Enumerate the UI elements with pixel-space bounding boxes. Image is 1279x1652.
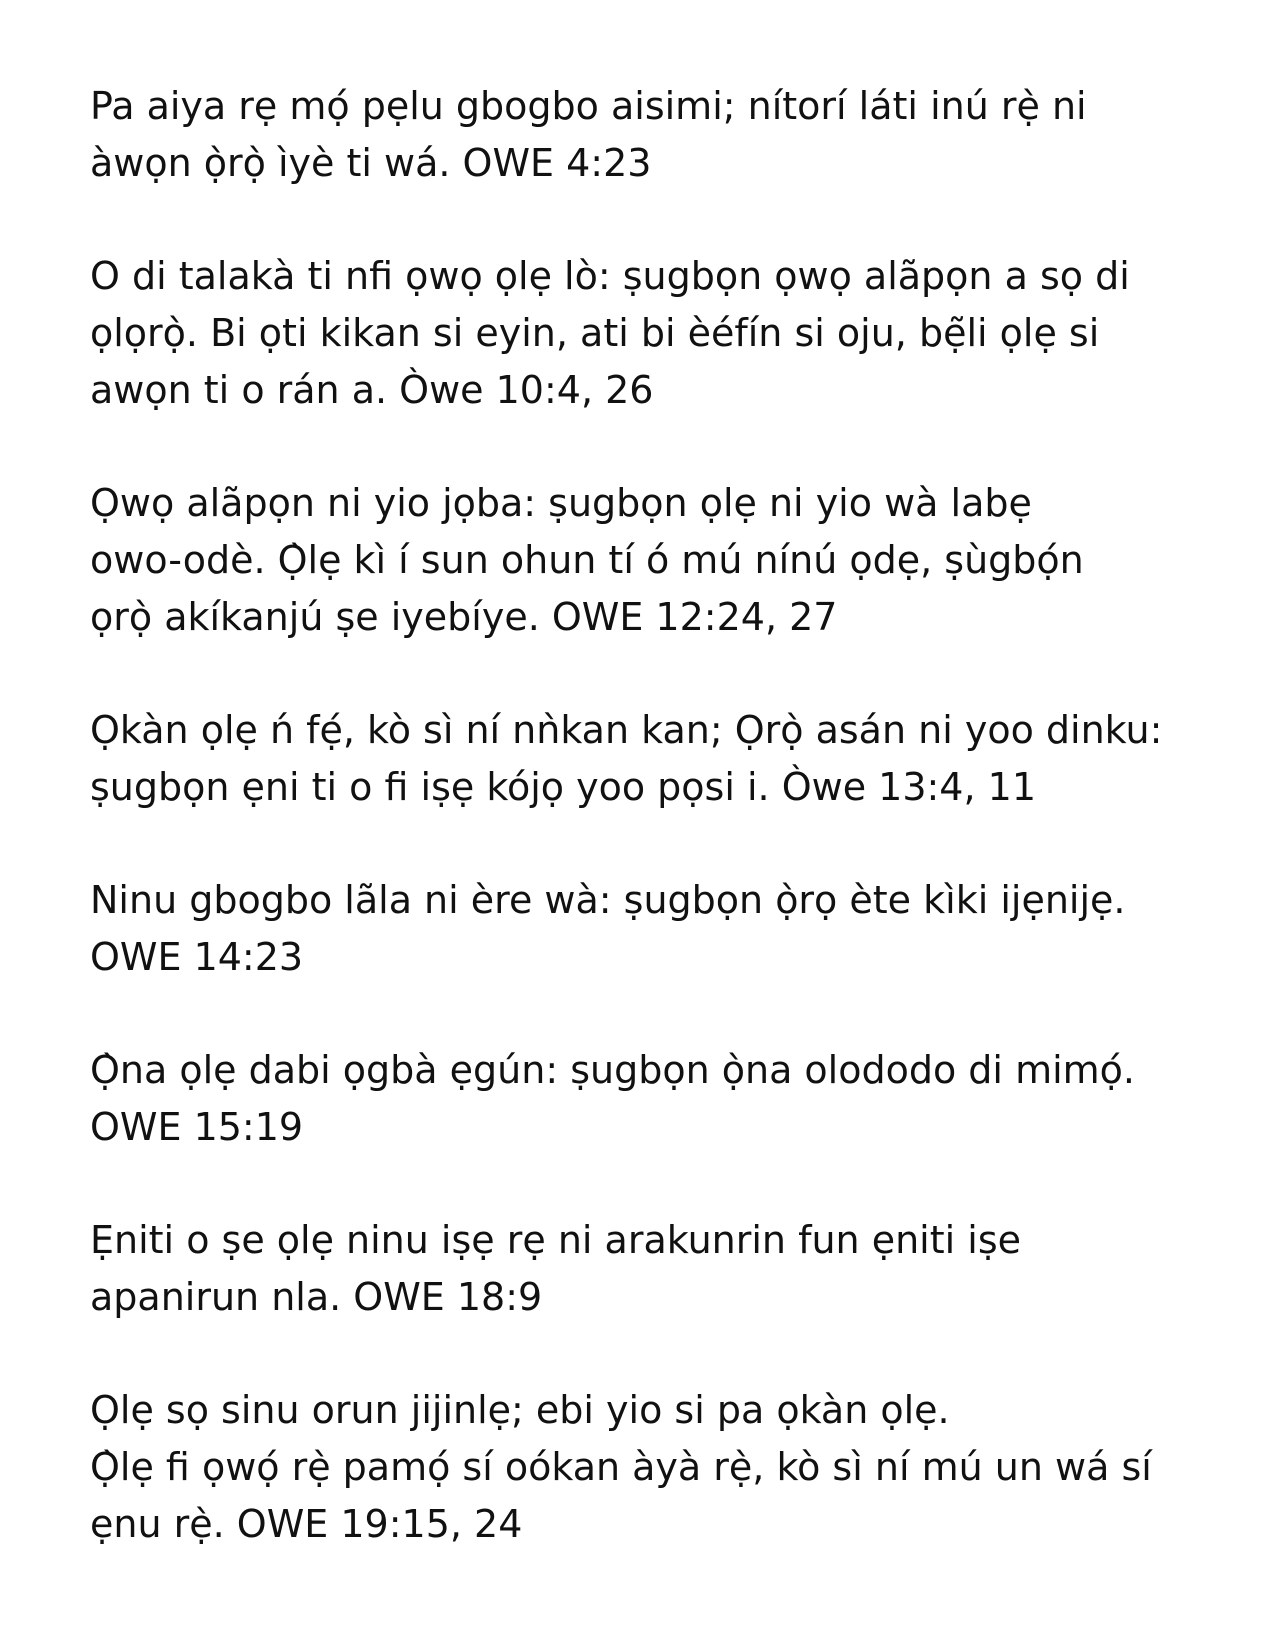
verse-line: Ninu gbogbo lãla ni ère wà: ṣugbọn ọ̀rọ ète kìki ijẹnijẹ.	[90, 878, 1126, 922]
verse-line: àwọn ọ̀rọ̀ ìyè ti wá. OWE 4:23	[90, 141, 652, 185]
verse-line: Ọwọ alãpọn ni yio jọba: ṣugbọn ọlẹ ni yio wà labẹ	[90, 481, 1032, 525]
verse-line: owo-odè. Ọ̀lẹ kì í sun ohun tí ó mú nínú ọdẹ, ṣùgbọ́n	[90, 538, 1084, 582]
verse-line: ẹnu rẹ̀. OWE 19:15, 24	[90, 1502, 523, 1546]
verse-owe-4-23	[90, 78, 1230, 192]
verse-line: apanirun nla. OWE 18:9	[90, 1275, 543, 1319]
verse-owe-10-4-26	[90, 248, 1230, 419]
verse-owe-15-19	[90, 1042, 1230, 1156]
verse-line: ọrọ̀ akíkanjú ṣe iyebíye. OWE 12:24, 27	[90, 595, 838, 639]
verse-line: OWE 14:23	[90, 935, 304, 979]
verse-line: Ọ̀na ọlẹ dabi ọgbà ẹgún: ṣugbọn ọ̀na olododo di mimọ́.	[90, 1048, 1135, 1092]
verse-line: Pa aiya rẹ mọ́ pẹlu gbogbo aisimi; nítorí láti inú rẹ̀ ni	[90, 84, 1087, 128]
verse-line: Ọlẹ sọ sinu orun jijinlẹ; ebi yio si pa ọkàn ọlẹ.	[90, 1388, 950, 1432]
verse-line: Ọ̀lẹ fi ọwọ́ rẹ̀ pamọ́ sí oókan àyà rẹ̀, kò sì ní mú un wá sí	[90, 1445, 1152, 1489]
verse-line: awọn ti o rán a. Òwe 10:4, 26	[90, 368, 654, 412]
verse-owe-12-24-27	[90, 475, 1230, 646]
verse-line: ṣugbọn ẹni ti o fi iṣẹ kójọ yoo pọsi i. Òwe 13:4, 11	[90, 765, 1036, 809]
verse-line: O di talakà ti nfi ọwọ ọlẹ lò: ṣugbọn ọwọ alãpọn a sọ di	[90, 254, 1130, 298]
verse-owe-19-15-24	[90, 1382, 1230, 1553]
verse-line: OWE 15:19	[90, 1105, 304, 1149]
verse-owe-13-4-11	[90, 702, 1230, 816]
verse-line: Ọkàn ọlẹ ń fẹ́, kò sì ní nǹkan kan; Ọrọ̀ asán ni yoo dinku:	[90, 708, 1163, 752]
verse-line: ọlọrọ̀. Bi ọti kikan si eyin, ati bi èéfín si oju, bẹ̃li ọlẹ si	[90, 311, 1100, 355]
verse-owe-18-9	[90, 1212, 1230, 1326]
verse-line: Ẹniti o ṣe ọlẹ ninu iṣẹ rẹ ni arakunrin fun ẹniti iṣe	[90, 1218, 1021, 1262]
verse-owe-14-23	[90, 872, 1230, 986]
verse-list	[90, 78, 1230, 1609]
